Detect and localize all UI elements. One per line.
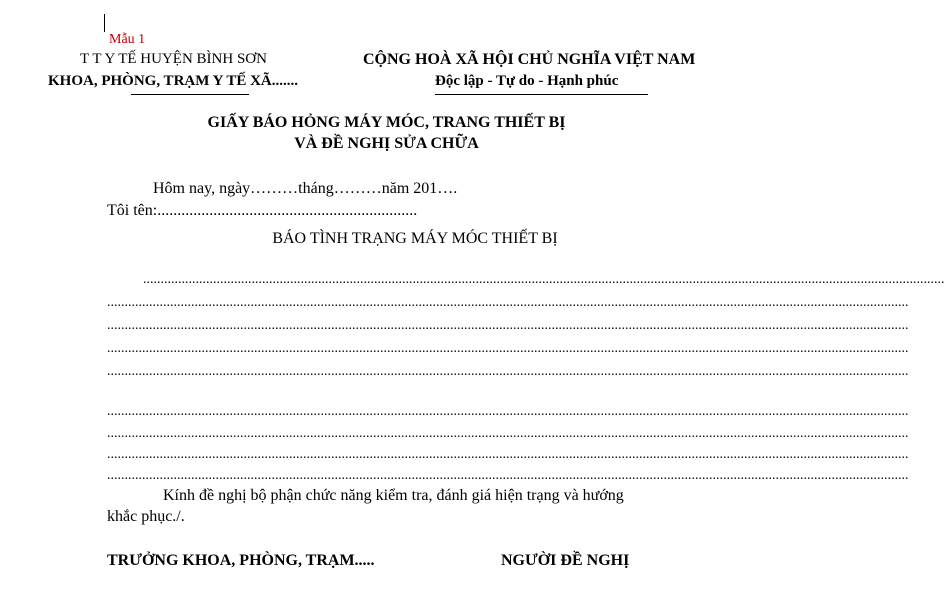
date-line: Hôm nay, ngày………tháng………năm 201….: [153, 180, 458, 197]
left-header-underline: [131, 94, 249, 95]
department-head-signature-label: TRƯỞNG KHOA, PHÒNG, TRẠM.....: [107, 552, 375, 569]
dotted-line: .....................................................................................................................................................................................................................................: [107, 404, 909, 419]
document-title-line1: GIẤY BÁO HỎNG MÁY MÓC, TRANG THIẾT BỊ: [207, 114, 566, 131]
dotted-line: .....................................................................................................................................................................................................................................: [107, 468, 909, 483]
dotted-line: .....................................................................................................................................................................................................................................: [107, 426, 909, 441]
dotted-line: .....................................................................................................................................................................................................................................: [107, 447, 909, 462]
requester-signature-label: NGƯỜI ĐỀ NGHỊ: [501, 552, 630, 569]
dotted-line: .....................................................................................................................................................................................................................................: [143, 272, 945, 287]
text-cursor: [104, 14, 105, 32]
motto-underline: [435, 94, 648, 95]
dotted-line: .....................................................................................................................................................................................................................................: [107, 341, 909, 356]
department-name: KHOA, PHÒNG, TRẠM Y TẾ XÃ.......: [48, 73, 299, 89]
document-title-line2: VÀ ĐỀ NGHỊ SỬA CHỮA: [294, 135, 479, 152]
national-motto: Độc lập - Tự do - Hạnh phúc: [435, 73, 619, 89]
status-heading: BÁO TÌNH TRẠNG MÁY MÓC THIẾT BỊ: [272, 230, 558, 247]
request-paragraph-line2: khắc phục./.: [107, 508, 185, 525]
dotted-line: .....................................................................................................................................................................................................................................: [107, 318, 909, 333]
dotted-line: .....................................................................................................................................................................................................................................: [107, 295, 909, 310]
name-line: Tôi tên:.................................................................: [107, 202, 418, 219]
national-title: CỘNG HOÀ XÃ HỘI CHỦ NGHĨA VIỆT NAM: [363, 51, 696, 68]
request-paragraph-line1: Kính đề nghị bộ phận chức năng kiểm tra, đánh giá hiện trạng và hướng: [163, 487, 624, 504]
organization-name: T T Y TẾ HUYỆN BÌNH SƠN: [80, 51, 267, 67]
dotted-line: .....................................................................................................................................................................................................................................: [107, 364, 909, 379]
form-number: Mẫu 1: [109, 32, 146, 47]
